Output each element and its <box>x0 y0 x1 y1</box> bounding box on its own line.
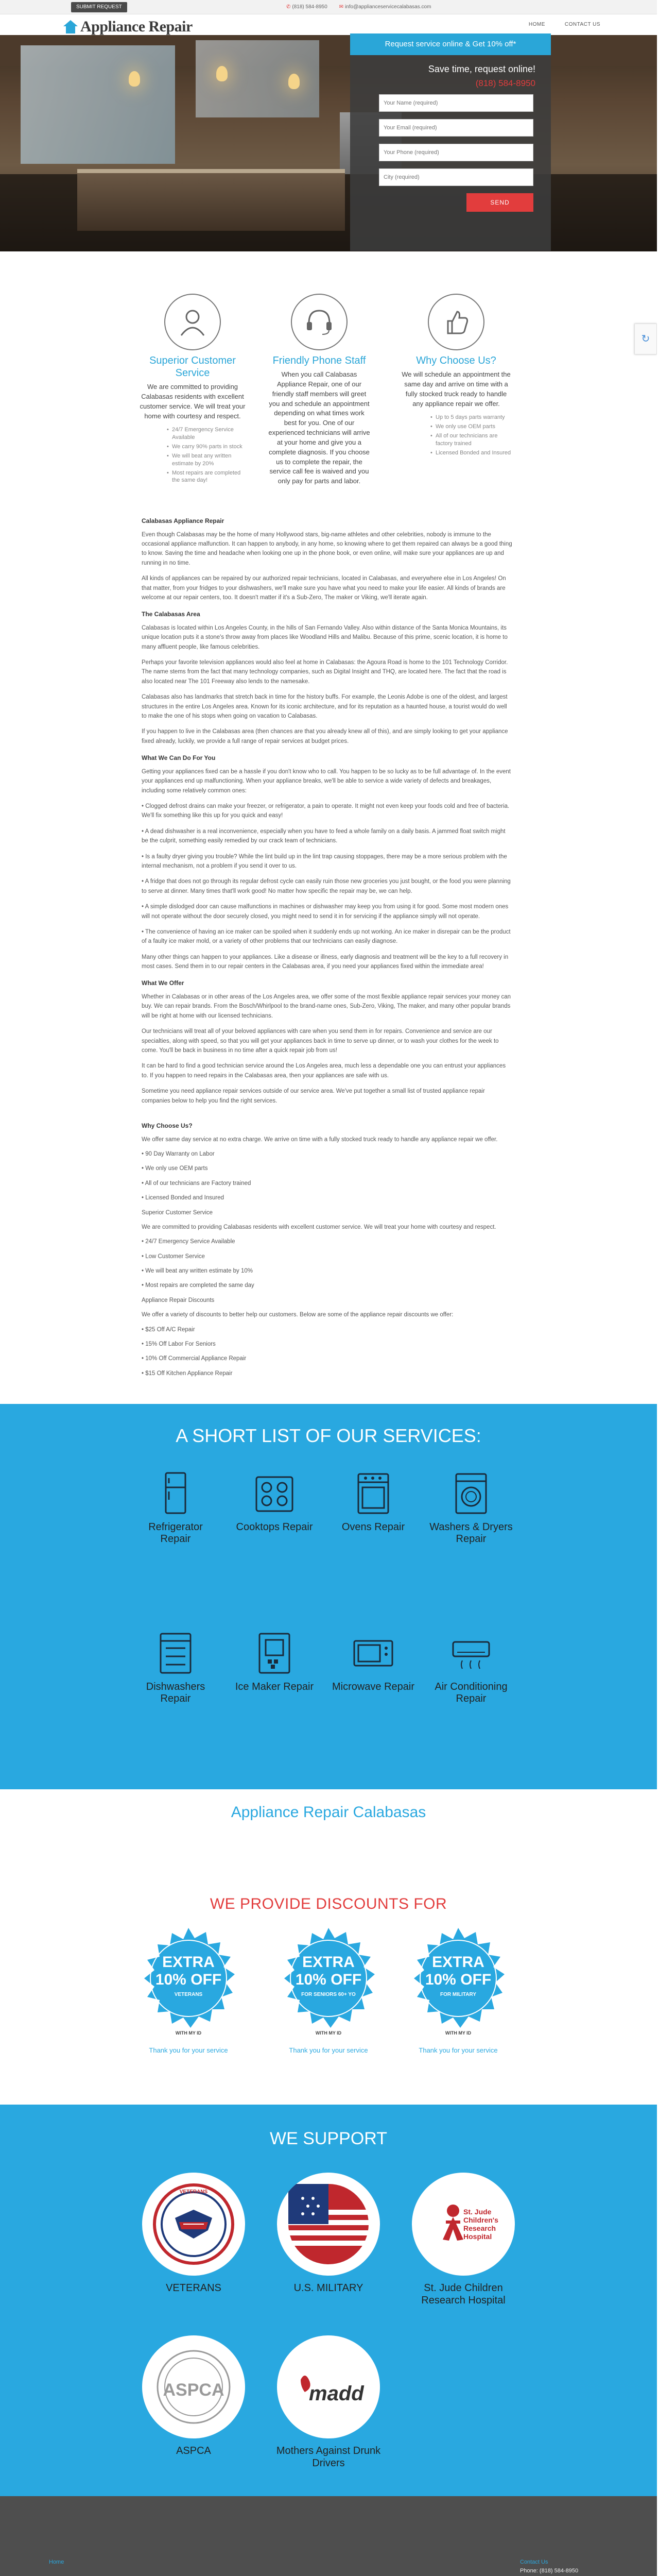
service-ovens[interactable] <box>330 1471 417 1533</box>
discounts-heading: WE PROVIDE DISCOUNTS FOR <box>210 1895 447 1913</box>
us-flag-logo <box>277 2173 380 2276</box>
pendant-light <box>129 71 140 87</box>
badge-line2: 10% OFF <box>155 1971 222 1989</box>
article-bullet: • 10% Off Commercial Appliance Repair <box>142 1355 247 1362</box>
service-refrigerator[interactable] <box>132 1471 219 1545</box>
headset-icon <box>291 294 348 350</box>
support-label: St. Jude Children Research Hospital <box>421 2282 506 2307</box>
veterans-logo <box>142 2173 245 2276</box>
article-paragraph: • A dead dishwasher is a real inconvenience, especially when you have to feed a whole family on a daily basis. A jammed float switch might be the culprit, something easily remedied by our crack team of technicians. <box>142 828 506 844</box>
customer-service-icon <box>164 294 221 350</box>
hero-island <box>77 169 345 231</box>
article-bullet: • We will beat any written estimate by 10% <box>142 1268 253 1275</box>
email-input[interactable] <box>379 119 533 137</box>
feature-title: Friendly Phone Staff <box>272 355 366 366</box>
service-label: Ovens Repair <box>341 1521 405 1533</box>
washer-icon <box>450 1471 492 1515</box>
support-veterans <box>137 2173 250 2294</box>
support-st-jude <box>407 2173 520 2307</box>
support-label: U.S. MILITARY <box>293 2282 363 2294</box>
article-bullet: • Most repairs are completed the same day <box>142 1282 254 1289</box>
mail-icon: ✉ <box>339 4 343 10</box>
cooktop-icon <box>253 1471 296 1515</box>
support-madd <box>272 2335 385 2469</box>
feature-bullet: • Licensed Bonded and Insured <box>430 449 513 457</box>
discount-seniors <box>277 1927 380 2056</box>
article-paragraph: Even though Calabasas may be the home of many Hollywood stars, big-name athletes and other celebrities, nobody is immune to the occasional appliance malfunction. It can happen to anybody, in any home, so knowing where to get them repaired can always be a good thing to know. Saving the time and headache when looking one up in the phone book, or even online, will make sure your appliances are up and running in no time. <box>142 531 512 566</box>
feature-bullet: • All of our technicians are factory trained <box>430 432 513 448</box>
form-save-text: Save time, request online! <box>428 64 535 74</box>
calabasas-banner <box>0 1789 657 1832</box>
phone-icon: ✆ <box>286 4 291 10</box>
aspca-logo-text: ASPCA <box>163 2380 224 2400</box>
service-label: Washers & Dryers Repair <box>429 1521 513 1545</box>
feature-text: We are committed to providing Calabasas residents with excellent customer service. We will treat your home with courtesy and respect. <box>140 383 246 420</box>
request-form <box>350 33 551 251</box>
form-phone[interactable]: (818) 584-8950 <box>475 78 535 88</box>
feature-customer-service <box>136 294 249 486</box>
top-phone: (818) 584-8950 <box>292 4 327 10</box>
footer-contact-heading: Contact Us <box>520 2559 548 2566</box>
article-paragraph: • Is a faulty dryer giving you trouble? While the lint build up in the lint trap causing stoppages, there may be a more serious problem with the internal mechanism, not a problem if you send it over to us. <box>142 853 507 869</box>
hero-window <box>21 45 175 164</box>
main-nav <box>509 14 600 35</box>
services-heading: A SHORT LIST OF OUR SERVICES: <box>176 1425 481 1447</box>
microwave-icon <box>352 1631 394 1675</box>
veterans-logo-text: VETERANS <box>179 2189 208 2195</box>
nav-home[interactable]: HOME <box>528 22 545 28</box>
support-label: VETERANS <box>166 2282 221 2294</box>
feature-phone-staff <box>268 294 371 486</box>
article-paragraph: • A simple dislodged door can cause malfunctions in machines or dishwasher may keep you from using it for good. Some most modern ones will not operate without the door securely closed, you might need to send it in for servicing if the appliance simply will not operate. <box>142 904 509 920</box>
support-label: ASPCA <box>176 2445 211 2457</box>
article-subheading: Appliance Repair Discounts <box>142 1297 215 1303</box>
discounts-section <box>0 1832 657 2105</box>
features-section <box>0 251 657 509</box>
service-washers-dryers[interactable] <box>427 1471 515 1545</box>
thumbs-up-icon <box>428 294 484 350</box>
st-jude-logo-text: St. Jude Children's Research Hospital <box>463 2208 498 2241</box>
article-subheading: Superior Customer Service <box>142 1209 213 1216</box>
badge-thanks: Thank you for your service <box>419 2046 498 2055</box>
article-heading: What We Offer <box>142 979 184 987</box>
service-label: Ice Maker Repair <box>235 1681 314 1693</box>
badge-line1: EXTRA <box>432 1954 484 1971</box>
header <box>0 14 657 35</box>
footer <box>0 2496 657 2576</box>
madd-logo <box>277 2335 380 2438</box>
support-label: Mothers Against Drunk Drivers <box>276 2445 381 2469</box>
oven-icon <box>352 1471 394 1515</box>
calabasas-heading: Appliance Repair Calabasas <box>231 1804 426 1821</box>
badge-line2: 10% OFF <box>295 1971 362 1989</box>
house-logo-icon <box>62 19 79 35</box>
feature-title: Why Choose Us? <box>416 355 496 366</box>
article-heading: What We Can Do For You <box>142 754 216 762</box>
feature-bullet: • Up to 5 days parts warranty <box>430 414 513 421</box>
name-input[interactable] <box>379 94 533 112</box>
article-bullet: • 90 Day Warranty on Labor <box>142 1150 215 1157</box>
support-heading: WE SUPPORT <box>270 2129 387 2149</box>
pendant-light <box>216 66 228 81</box>
badge-line1: EXTRA <box>302 1954 355 1971</box>
article-bullet: • All of our technicians are Factory trained <box>142 1180 251 1187</box>
air-conditioner-icon <box>450 1631 492 1675</box>
st-jude-logo <box>412 2173 515 2276</box>
article-bullet: • $25 Off A/C Repair <box>142 1326 195 1333</box>
recaptcha-badge[interactable]: ↻ <box>634 324 657 354</box>
service-air-conditioning[interactable] <box>427 1631 515 1705</box>
article-paragraph: Sometime you need appliance repair services outside of our service area. We've put together a small list of trusted appliance repair companies below to help you find the right services. <box>142 1088 485 1104</box>
article-paragraph: • Clogged defrost drains can make your freezer, or refrigerator, a pain to operate. It might not even keep your foods cold and free of bacteria. We'll fix something like this up for you quick and easy! <box>142 803 510 819</box>
madd-logo-text: madd <box>309 2382 364 2405</box>
badge-line1: EXTRA <box>162 1954 215 1971</box>
hero-kitchen-image <box>0 35 657 251</box>
article-heading: Why Choose Us? <box>142 1122 193 1129</box>
article-paragraph: Our technicians will treat all of your beloved appliances with care when you send them in for repairs. Convenience and service are our specialties, along with speed, so that you will get your appliances back in time to serve up dinner, or to wash your clothes for the week to come. You'll be back in business in no time after a quick repair job from us! <box>142 1028 499 1054</box>
support-aspca <box>137 2335 250 2457</box>
discount-badge-icon <box>137 1927 240 2030</box>
feature-bullets <box>430 414 513 456</box>
service-label: Dishwashers Repair <box>146 1681 205 1705</box>
services-section <box>0 1404 657 1832</box>
service-label: Microwave Repair <box>332 1681 415 1693</box>
feature-bullet: • We carry 90% parts in stock <box>167 443 249 451</box>
service-microwave[interactable] <box>330 1631 417 1693</box>
dishwasher-icon <box>154 1631 197 1675</box>
feature-text: We will schedule an appointment the same day and arrive on time with a fully stocked truck ready to handle any appliance repair we offer. <box>402 370 511 408</box>
badge-myid: WITH MY ID <box>175 2030 202 2036</box>
footer-home-link[interactable]: Home <box>49 2559 64 2566</box>
feature-text: When you call Calabasas Appliance Repair, one of our friendly staff members will greet you and schedule an appointment depending on what times work best for you. One of our experienced technicians will arrive at your home and give you a complete diagnosis. If you choose us to complete the repair, the service call fee is waived and you only pay for parts and labor. <box>268 370 370 485</box>
article-bullet: • We only use OEM parts <box>142 1165 208 1172</box>
refrigerator-icon <box>154 1471 197 1515</box>
footer-contact <box>520 2558 578 2576</box>
article-paragraph: We are committed to providing Calabasas residents with excellent customer service. We will treat your home with courtesy and respect. <box>142 1224 496 1230</box>
service-ice-maker[interactable] <box>231 1631 318 1693</box>
badge-line3: FOR SENIORS 60+ YO <box>301 1992 356 1998</box>
top-contact <box>286 0 441 14</box>
badge-myid: WITH MY ID <box>445 2030 472 2036</box>
article-paragraph: Calabasas is located within Los Angeles County, in the hills of San Fernando Valley. Also within distance of the Santa Monica Mountains, its unique location puts it a stone's throw away from places like Woodland Hills and Malibu. Because of this prime, scenic location, it is home to many affluent people, like famous celebrities. <box>142 624 508 650</box>
article-paragraph: Whether in Calabasas or in other areas of the Los Angeles area, we offer some of the most flexible appliance repair services your money can buy. We can repair brands. From the Bosch/Whirlpool to the brand-name ones, Sub-Zero, Viking, The maker, and many other popular brands will be right at home with our licensed technicians. <box>142 994 511 1019</box>
feature-bullets <box>167 426 249 484</box>
service-label: Cooktops Repair <box>236 1521 313 1533</box>
badge-line2: 10% OFF <box>425 1971 492 1989</box>
article-paragraph: It can be hard to find a good technician service around the Los Angeles area, much less a dependable one you can entrust your appliances to. If you happen to need repairs in the Calabasas area, then your appliances are safe with us. <box>142 1063 506 1079</box>
service-label: Air Conditioning Repair <box>435 1681 508 1705</box>
article-bullet: • 15% Off Labor For Seniors <box>142 1341 216 1348</box>
article-bullet: • Low Customer Service <box>142 1253 205 1260</box>
discount-badge-icon <box>277 1927 380 2030</box>
footer-phone[interactable]: Phone: (818) 584-8950 <box>520 2567 579 2574</box>
article <box>142 516 512 1404</box>
ice-maker-icon <box>253 1631 296 1675</box>
feature-bullet: • Most repairs are completed the same day! <box>167 469 249 485</box>
article-heading: The Calabasas Area <box>142 611 200 618</box>
article-paragraph: Getting your appliances fixed can be a hassle if you don't know who to call. You happen to be so lucky as to be full advantage of. In the event your appliances end up malfunctioning. When your appliance breaks, we'll be able to service a wide variety of defects and breakages, including some relatively common ones: <box>142 768 511 794</box>
badge-thanks: Thank you for your service <box>289 2046 368 2055</box>
article-bullet: • $15 Off Kitchen Appliance Repair <box>142 1370 233 1377</box>
service-dishwashers[interactable] <box>132 1631 219 1705</box>
article-paragraph: • The convenience of having an ice maker can be spoiled when it suddenly ends up not working. An ice maker in disrepair can be the product of a faulty ice maker mold, or a variety of other problems that our technicians can easily diagnose. <box>142 928 511 945</box>
hero-window-2 <box>196 40 319 117</box>
discount-badge-icon <box>407 1927 510 2030</box>
support-section <box>0 2105 657 2496</box>
discount-military <box>407 1927 510 2056</box>
article-paragraph: All kinds of appliances can be repaired by our authorized repair technicians, located in Calabasas, and everywhere else in Los Angeles! On that matter, from your fridges to your dishwashers, we'll make sure you have what you need to make your life easier. All kinds of brands are welcome at our repair centers, too. It doesn't matter if it's a Sub-Zero, The maker or Viking, we'll iterate again. <box>142 575 506 601</box>
discount-veterans <box>137 1927 240 2056</box>
feature-why-choose-us <box>400 294 513 459</box>
badge-line3: VETERANS <box>174 1992 203 1998</box>
article-bullet: • Licensed Bonded and Insured <box>142 1195 224 1201</box>
phone-contact[interactable] <box>286 4 333 10</box>
feature-bullet: • We only use OEM parts <box>430 423 513 431</box>
badge-line3: FOR MILITARY <box>440 1992 476 1998</box>
phone-input[interactable] <box>379 144 533 161</box>
aspca-logo <box>142 2335 245 2438</box>
article-paragraph: If you happen to live in the Calabasas area (then chances are that you already knew all of this), and are simply looking to get your appliance fixed already, luckily, we provide a full range of repair services at budget prices. <box>142 728 508 744</box>
article-paragraph: We offer same day service at no extra charge. We arrive on time with a fully stocked truck ready to handle any appliance repair we offer. <box>142 1136 498 1143</box>
article-paragraph: Calabasas also has landmarks that stretch back in time for the history buffs. For example, the Leonis Adobe is one of the oldest, and largest structures in the entire Los Angeles area. Known for its iconic architecture, and for its reputation as a haunted house, a tourist would do well to make the one of his stops when going on vacation to Calabasas. <box>142 694 508 720</box>
article-paragraph: Perhaps your favorite television appliances would also feel at home in Calabasas: the Agoura Road is home to the 101 Technology Corridor. The name stems from the fact that many technology companies, such as Digital Insight and THQ, are located here. The fact that the road is also located near The 101 Freeway also lends to the namesake. <box>142 659 508 685</box>
site-logo[interactable] <box>62 18 193 36</box>
service-cooktops[interactable] <box>231 1471 318 1533</box>
pendant-light <box>288 74 300 89</box>
form-heading: Request service online & Get 10% off* <box>350 33 551 55</box>
feature-title: Superior Customer Service <box>149 355 236 379</box>
article-bullet: • 24/7 Emergency Service Available <box>142 1239 235 1245</box>
support-military <box>272 2173 385 2294</box>
service-label: Refrigerator Repair <box>148 1521 203 1545</box>
email-contact[interactable] <box>339 4 437 10</box>
badge-thanks: Thank you for your service <box>149 2046 228 2055</box>
send-button[interactable]: SEND <box>466 193 533 212</box>
article-heading: Calabasas Appliance Repair <box>142 517 224 524</box>
feature-bullet: • We will beat any written estimate by 20% <box>167 452 249 468</box>
logo-text: Appliance Repair <box>80 18 193 35</box>
feature-bullet: • 24/7 Emergency Service Available <box>167 426 249 442</box>
top-bar <box>0 0 657 14</box>
article-paragraph: • A fridge that does not go through its regular defrost cycle can easily ruin those new groceries you just bought, or the food you were planning to serve at dinner. Many times that'll work good! No matter how specific the repair may be, we can help. <box>142 878 511 894</box>
submit-request-button[interactable]: SUBMIT REQUEST <box>71 2 127 12</box>
city-input[interactable] <box>379 168 533 186</box>
nav-contact-us[interactable]: CONTACT US <box>564 22 600 28</box>
article-paragraph: Many other things can happen to your appliances. Like a disease or illness, early diagnosis and treatment will be the key to a full recovery in most cases. Send them in to our repair centers in the Calabasas area, if you need your appliances fixed within the immediate area! <box>142 954 509 970</box>
top-email: info@applianceservicecalabasas.com <box>344 4 431 10</box>
badge-myid: WITH MY ID <box>315 2030 342 2036</box>
article-paragraph: We offer a variety of discounts to better help our customers. Below are some of the appliance repair discounts we offer: <box>142 1312 454 1318</box>
